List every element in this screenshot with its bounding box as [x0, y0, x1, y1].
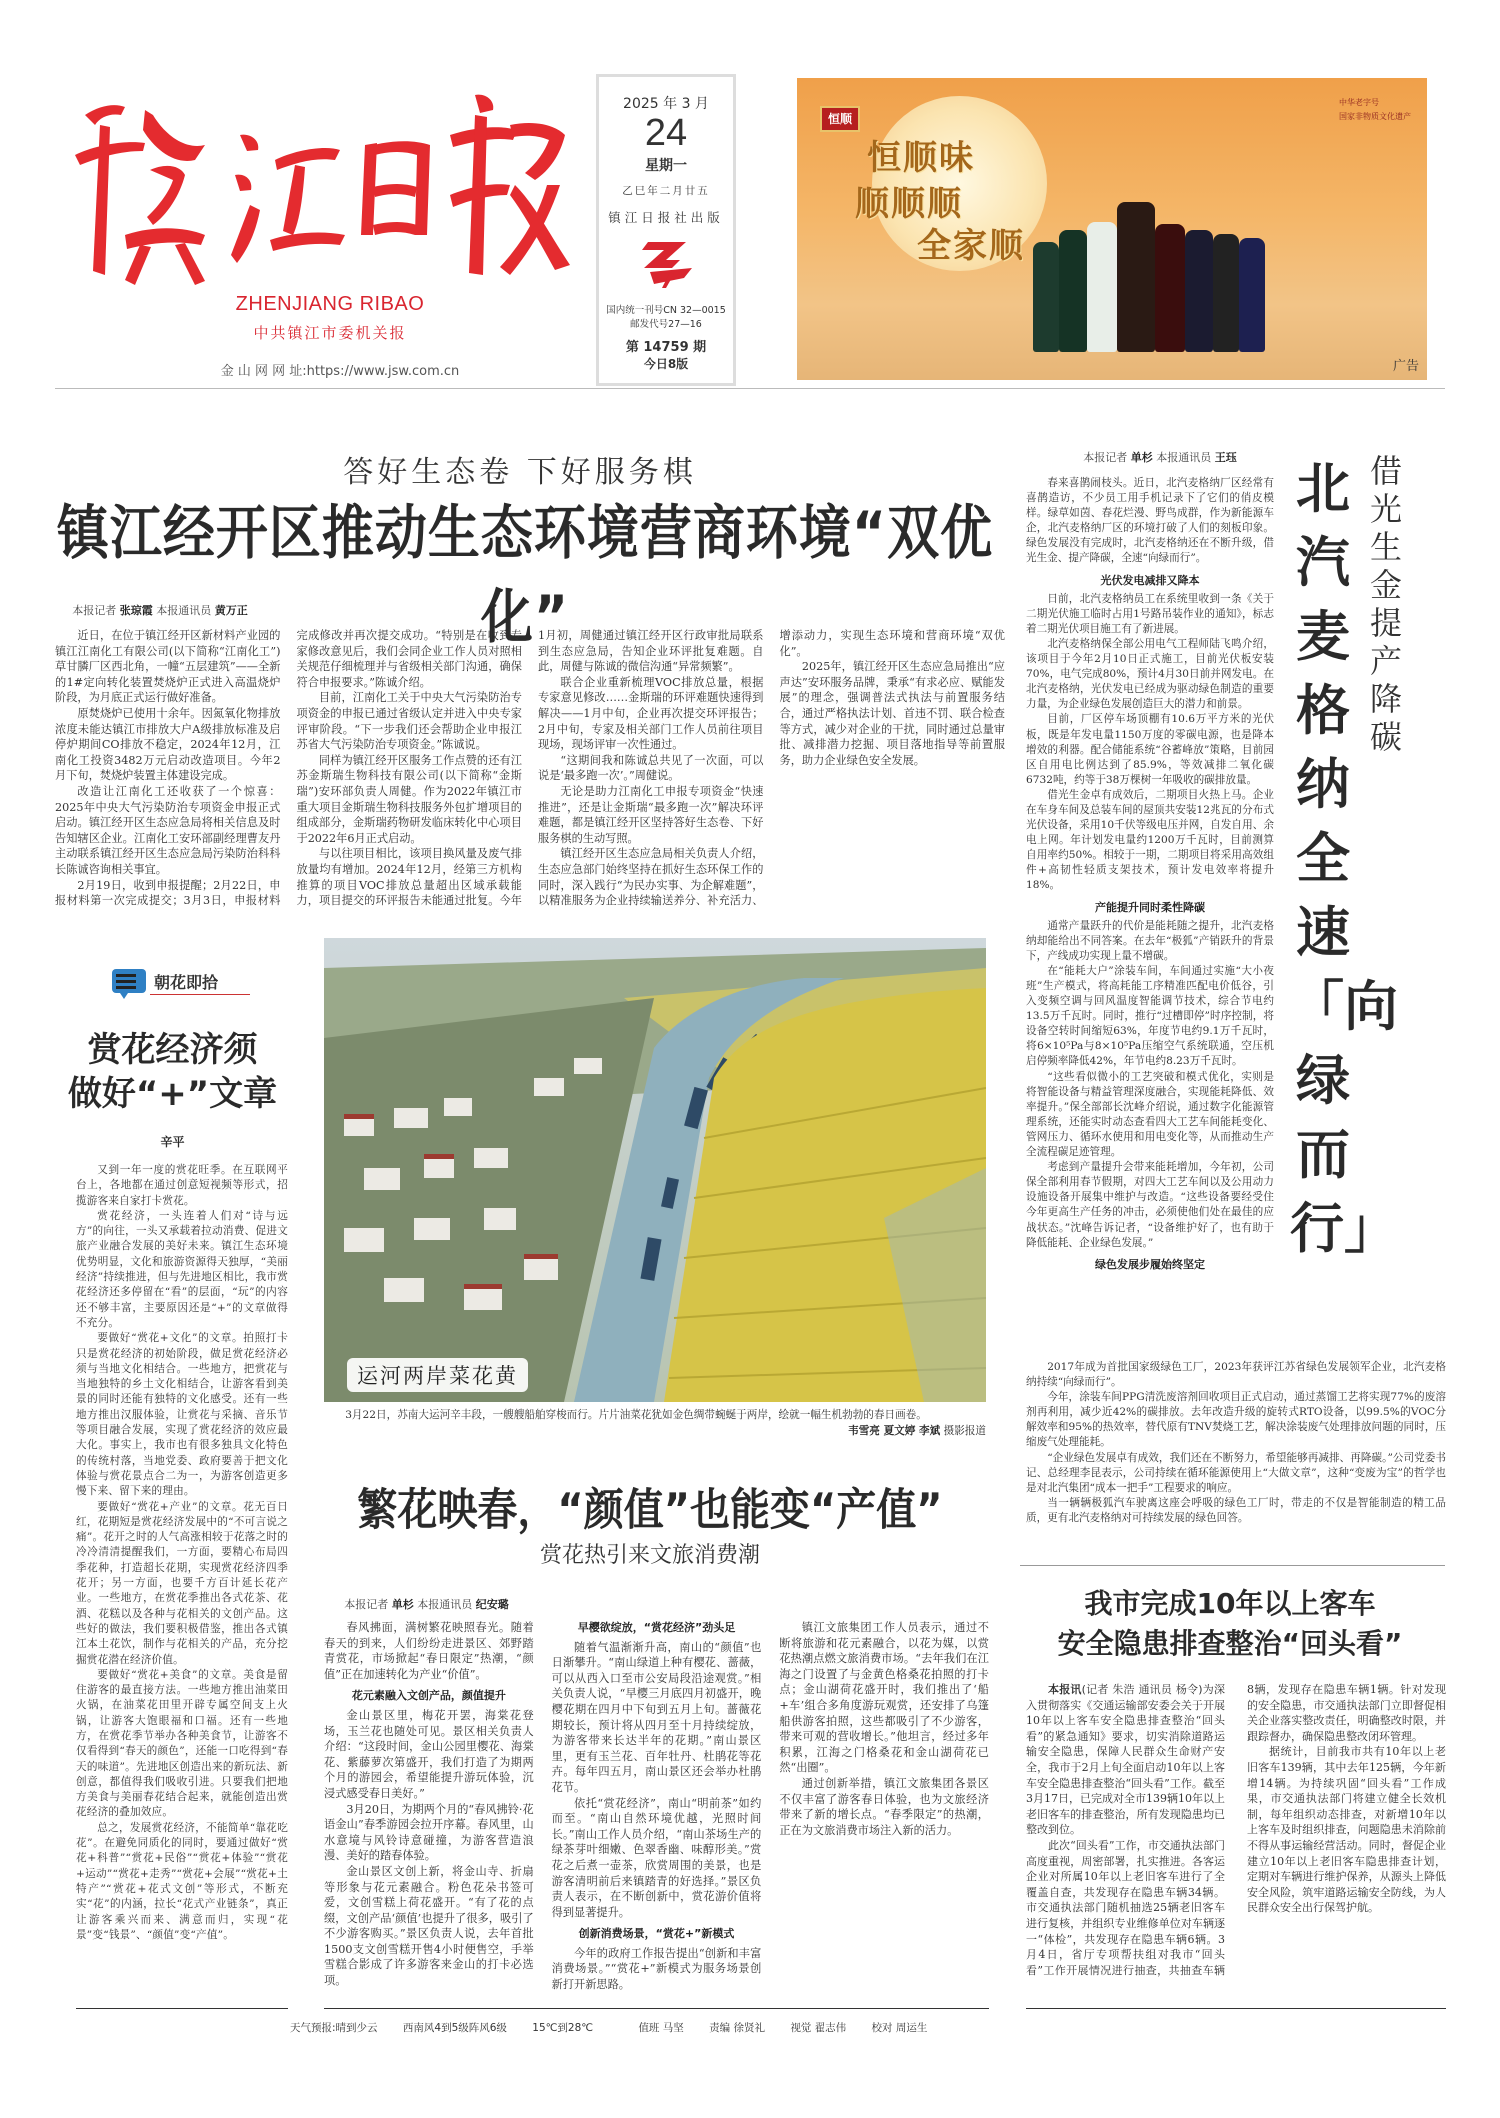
lead-story-kicker: 答好生态卷 下好服务棋 — [343, 455, 697, 490]
newspaper-organ-label: 中共镇江市委机关报 — [253, 324, 407, 342]
byline-role: 本报通讯员 — [417, 1598, 473, 1611]
paragraph: 赏花经济，一头连着人们对“诗与远方”的向往，一头又承载着拉动消费、促进文旅产业融合发展的美好未来。镇江生态环境优势明显，文化和旅游资源得天独厚，“美丽经济”持续推进，但与先进地区相比，我市赏花经济还多停留在“看”的层面，“玩”的内容还不够丰富，主要原因还是“+”的文章做得不充分。 — [76, 1209, 288, 1329]
date-year-month: 2025 年 3 月 — [623, 96, 709, 112]
lead-story-byline — [55, 602, 265, 618]
visual-editor: 视觉 翟志伟 — [790, 2022, 847, 2034]
paragraph: 北汽麦格纳保全部公用电气工程师陆飞鸣介绍，该项目于今年2月10日正式施工，目前光伏板安装70%，电气完成80%，预计4月30日前并网发电。在北汽麦格纳，光伏发电已经成为驱动绿色制造的重要力量，为企业绿色发展创造巨大的潜力和前景。 — [1026, 637, 1274, 711]
speech-bubble-icon — [110, 966, 150, 1001]
paragraph: 目前，厂区停车场顶棚有10.6万平方米的光伏板，既是年发电量1150万度的零碳电源，也是降本增效的利器。配合储能系统“谷蓄峰放”策略，目前园区自用电比例达到了85.9%，等效减排二氧化碳6732吨，约等于38万棵树一年吸收的碳排放量。 — [1026, 713, 1274, 786]
date-info-box — [596, 74, 736, 386]
product-bottle-icon — [1185, 230, 1213, 352]
product-bottle-icon — [1059, 230, 1087, 352]
section-subheading: 绿色发展步履始终坚定 — [1095, 1257, 1205, 1271]
paragraph: 要做好“赏花+美食”的文章。美食是留住游客的最直接方法。一些地方推出油菜田火锅，在油菜花田里开辟专属空间支上火锅，让游客大饱眼福和口福。还有一些地方，在赏花季节举办各种美食节，让游客不仅看得到“春天的颜色”，还能一口吃得到“春天的味道”。先进地区创造出来的新玩法、新创意，都值得我们吸收引进。只要我们把地方美食与美丽春花结合起来，就能创造出赏花经济的叠加效应。 — [76, 1668, 288, 1819]
calligraphy-logo-icon — [55, 85, 575, 285]
photo-credit — [700, 1423, 986, 1438]
paragraph: 此次“回头看”工作，市交通执法部门高度重视，周密部署，扎实推进。各客运企业对所属10年以上老旧客车进行了全覆盖自查，共发现存在隐患车辆34辆。市交通执法部门随机抽选25辆老旧客车进行复核，并组织专业维修单位对车辆逐一“体检”，共发现存在隐患车辆6辆。3月4日，省厅专项帮扶组对我市“回头看”工作开展情况进行抽查，共抽查车辆8辆，发现存在隐患车辆1辆。针对发现的安全隐患，市交通执法部门立即督促相关企业落实整改责任，明确整改时限，并跟踪督办，确保隐患整改闭环管理。 — [1026, 1683, 1446, 1977]
section-subheading: 光伏发电减排又降本 — [1100, 573, 1200, 587]
flower-story-body — [324, 1620, 989, 2005]
paragraph: 2025年，镇江经开区生态应急局推出“应声达”安环服务品牌，秉承“有求必应、赋能发展”的理念，强调普法式执法与前置服务结合，通过严格执法计划、首违不罚、联合检查等方式，减少对企业的干扰，同时通过总量审批、减排潜力挖掘、项目落地指导等前置服务，助力企业绿色安全发展。 — [779, 660, 1005, 767]
byline-role: 本报记者 — [1083, 451, 1128, 464]
section-subheading: 花元素融入文创产品，颜值提升 — [351, 1689, 506, 1703]
paragraph: 2月19日，收到申报提醒；2月22日，申报材料第一次完成提交；3月3日，申报材料完成修改并再次提交成功。“特别是在收到专家修改意见后，我们会同企业工作人员对照相关规范仔细梳理并与省级相关部门沟通，确保符合申报要求。”陈诚介绍。 — [55, 629, 522, 908]
flower-story-byline — [324, 1596, 529, 1612]
right-story-body-wide — [1026, 1360, 1446, 1526]
paragraph: 镇江文旅集团工作人员表示，通过不断将旅游和花元素融合，以花为媒，以赏花热潮点燃文旅消费市场。“去年我们在江海之门设置了与金黄色格桑花拍照的打卡点；金山湖荷花盛开时，我们推出了‘船+车’组合多角度游玩观赏，还安排了乌篷船供游客拍照，这些都吸引了不少游客，带来可观的营收增长。”他坦言，经过多年积累，江海之门格桑花和金山湖荷花已然“出圈”。 — [779, 1621, 989, 1775]
lunar-date: 乙巳年二月廿五 — [622, 185, 710, 197]
page-footer — [290, 2020, 1450, 2035]
product-bottle-icon — [1117, 202, 1155, 352]
flower-story-bottom-rule — [324, 2008, 989, 2009]
right-story-body — [1026, 476, 1274, 1276]
photographer-names: 韦雪亮 夏文婷 李斌 — [848, 1425, 941, 1437]
right-story-byline — [1020, 449, 1300, 465]
caption-text: 3月22日，苏南大运河辛丰段，一艘艘船舶穿梭而行。片片油菜花犹如金色绸带蜿蜒于两岸，绘就一幅生机勃勃的春日画卷。 — [345, 1409, 927, 1421]
paragraph: 镇江经开区生态应急局相关负责人介绍，生态应急部门始终坚持在抓好生态环保工作的同时，深入践行“为民办实事、为企解难题”，以精准服务为企业持续输送养分、补充活力、增添动力，实现生态环境和营商环境“双优化”。 — [538, 629, 1005, 908]
paragraph: “这些看似微小的工艺突破和模式优化，实则是将智能设备与精益管理深度融合，实现能耗降低、效率提升。”保全部部长沈峰介绍说，通过数字化能源管理系统，还能实时动态查看四大工艺车间能耗变化、管网压力、循环水使用和用电变化等，从而推动生产全流程碳足迹管理。 — [1026, 1070, 1274, 1159]
paragraph: 随着气温渐渐升高，南山的“颜值”也日渐攀升。“南山绿道上种有樱花、蔷薇，可以从西入口至市公安局段沿途观赏。”相关负责人说，“早樱三月底四月初盛开，晚樱花期在四月中下旬到五月上旬。蔷薇花期较长，预计将从四月至十月持续绽放，为游客带来长达半年的花期。”南山景区里，更有玉兰花、百年牡丹、杜鹃花等花卉。每年四五月，南山景区还会举办杜鹃花节。 — [551, 1640, 762, 1794]
paragraph: 通过创新举措，镇江文旅集团各景区不仅丰富了游客春日体验，也为文旅经济带来了新的增长点。“春季限定”的热潮，正在为文旅消费市场注入新的活力。 — [779, 1776, 989, 1837]
ad-slogan-line: 顺顺顺 — [855, 184, 963, 224]
byline-name: 单杉 — [391, 1598, 414, 1611]
newspaper-logo — [55, 85, 575, 285]
paragraph — [1026, 1682, 1225, 1838]
temperature-forecast: 15℃到28℃ — [532, 2022, 594, 2034]
commentary-headline-line: 赏花经济须 — [87, 1030, 258, 1070]
duty-editor: 值班 马坚 — [638, 2022, 684, 2034]
byline-name: 纪安璐 — [475, 1598, 509, 1611]
bus-story-bottom-rule — [1026, 2008, 1446, 2009]
ad-honors — [1339, 96, 1411, 124]
website-address[interactable]: 金 山 网 网 址:https://www.jsw.com.cn — [220, 364, 460, 379]
ad-honor-2: 国家非物质文化遗产 — [1339, 112, 1411, 121]
commentary-body — [76, 1163, 288, 1943]
commentary-bottom-rule — [76, 2008, 288, 2009]
paragraph: 近日，在位于镇江经开区新材料产业园的镇江江南化工有限公司(以下简称“江南化工”)草甘膦厂区西北角，一幢“五层建筑”——全新的1#定向转化装置焚烧炉正式进入高温烧炉阶段，为月底正式运行做好准备。 — [55, 629, 281, 705]
paragraph: “企业绿色发展卓有成效，我们还在不断努力，希望能够再减排、再降碳。”公司党委书记、总经理李昆表示，公司持续在循环能源使用上“大做文章”，这种“变废为宝”的哲学也是对北汽集团“成本一把手”工程要求的响应。 — [1026, 1451, 1446, 1494]
responsible-editor: 责编 徐贤礼 — [709, 2022, 765, 2034]
paragraph-text: 为深入贯彻落实《交通运输部安委会关于开展10年以上客车安全隐患排查整治“回头看”的紧急通知》要求，切实消除道路运输安全隐患，保障人民群众生命财产安全，我市于2月上旬全面启动10年以上客车安全隐患排查整治“回头看”工作。截至3月17日，已完成对全市139辆10年以上老旧客车的排查整治，所有发现隐患均已整改到位。 — [1026, 1683, 1225, 1837]
issue-number: 第 14759 期 — [625, 340, 707, 355]
product-bottle-icon — [1155, 224, 1185, 352]
date-day: 24 — [644, 112, 688, 154]
paragraph: 依托“赏花经济”，南山“明前茶”如约而至。“南山自然环境优越，光照时间长。”南山工作人员介绍，“南山茶场生产的绿茶芽叶细嫩、色翠香幽、味醇形美。”赏花之后煮一壶茶，欣赏周围的美景，也是游客清明前后来镇踏青的好选择。”景区负责人表示，在不断创新中，赏花游价值将得到显著提升。 — [551, 1796, 762, 1919]
headline-line: 安全隐患排查整治“回头看” — [1057, 1627, 1403, 1660]
paragraph: 要做好“赏花+产业”的文章。花无百日红，花期短是赏花经济发展中的“不可言说之痛”。花开之时的人气高涨相较于花落之时的冷冷清清提醒我们，一方面，要精心布局四季花种，打造超长花期，实现赏花经济四季花开；另一方面，也要千方百计延长花产业。一些地方，在赏花季推出各式花茶、花酒、花糕以及各种与花相关的文创产品。这些好的做法，我们要积极借鉴，推出各式镇江本土花饮，制作与花相关的产品，充分挖掘赏花潜在经济价值。 — [76, 1500, 288, 1666]
photo-caption — [324, 1408, 986, 1423]
byline-role: 本报记者 — [344, 1598, 389, 1611]
paragraph: 又到一年一度的赏花旺季。在互联网平台上，各地都在通过创意短视频等形式，招揽游客来自家打卡赏花。 — [76, 1164, 288, 1207]
paragraph: 在“能耗大户”涂装车间，车间通过实施“大小夜班”生产模式，将高耗能工序精准匹配电价低谷，引入变频空调与回风温度智能调节技术，综合节电约13.5万千瓦时。同时，推行“过槽即停”时序控制，将设备空转时间缩短63%，年度节电约9.1万千瓦时，将6×10⁵Pa与8×10⁵Pa压缩空气系统联通，空压机启停频率降低42%，年节电约8.23万千瓦时。 — [1026, 964, 1274, 1068]
product-bottle-icon — [1087, 222, 1117, 352]
photo-overlay-title: 运河两岸菜花黄 — [347, 1358, 528, 1392]
paragraph: 据统计，目前我市共有10年以上老旧客车139辆，其中去年125辆，今年新增14辆。为持续巩固“回头看”工作成果，市交通执法部门将建立健全长效机制，每年组织动态排查，对新增10年以上客车及时组织排查，问题隐患未消除前不得从事运输经营活动。同时，督促企业建立10年以上老旧客车隐患排查计划，定期对车辆进行维护保养，从源头上降低安全风险，筑牢道路运输安全防线，为人民群众安全出行保驾护航。 — [1247, 1745, 1446, 1915]
section-subheading: 创新消费场景，“赏花+”新模式 — [578, 1927, 735, 1941]
section-subheading: 早樱欲绽放，“赏花经济”劲头足 — [577, 1621, 736, 1634]
byline-role: 本报记者 — [72, 604, 117, 617]
lead-credit: (记者 朱浩 通讯员 杨令) — [1081, 1683, 1203, 1696]
product-bottle-icon — [1033, 242, 1059, 352]
date-weekday: 星期一 — [645, 158, 687, 174]
paragraph: 目前，江南化工关于中央大气污染防治专项资金的申报已通过省级认定并进入中央专家评审阶段。“下一步我们还会帮助企业申报江苏省大气污染防治专项资金。”陈诚说。 — [296, 691, 522, 752]
paragraph: 借光生金卓有成效后，二期项目火热上马。企业在车身车间及总装车间的屋顶共安装12兆瓦的分布式光伏设备，采用10千伏等级电压并网，自发自用、余电上网。年计划发电量约1200万千瓦时，目前测算自用率约50%。相较于一期，二期项目将采用高效组件+高韧性轻质支架技术，预计发电效率将提升18%。 — [1026, 788, 1274, 892]
byline-name: 王珏 — [1214, 451, 1237, 464]
newspaper-name-english: ZHENJIANG RIBAO — [235, 293, 425, 315]
paragraph: 日前，北汽麦格纳员工在系统里收到一条《关于二期光伏施工临时占用1号路吊装作业的通知》，标志着二期光伏项目施工有了新进展。 — [1026, 592, 1274, 635]
byline-name: 张琼霞 — [119, 604, 153, 617]
ad-brand-logo: 恒顺 — [820, 106, 860, 132]
lead-story-body — [55, 628, 1005, 913]
byline-name: 单杉 — [1130, 451, 1153, 464]
byline-role: 本报通讯员 — [156, 604, 212, 617]
paragraph: 联合企业重新梳理VOC排放总量，根据专家意见修改……金斯瑞的环评难题快速得到解决——1月中旬，企业再次提交环评报告；2月中旬，专家及相关部门工作人员前往项目现场，现场评审一次性通过。 — [538, 675, 764, 752]
lead-label: 本报讯 — [1048, 1683, 1082, 1696]
paragraph: 无论是助力江南化工申报专项资金“快速推进”，还是让金斯瑞“最多跑一次”解决环评难题，都是镇江经开区坚持答好生态卷、下好服务棋的生动写照。 — [538, 784, 764, 845]
paragraph: 春风拂面，满树繁花映照春光。随着春天的到来，人们纷纷走进景区、郊野踏青赏花，市场掀起“春日限定”热潮，“颜值”正在加速转化为产业“价值”。 — [324, 1621, 534, 1681]
byline-role: 本报通讯员 — [1156, 451, 1212, 464]
proofreader: 校对 周运生 — [871, 2022, 928, 2034]
right-column-divider — [1020, 1565, 1445, 1566]
ad-label: 广告 — [1392, 359, 1419, 374]
wind-forecast: 西南风4到5级阵风6级 — [402, 2022, 507, 2034]
publication-number: 国内统一刊号CN 32—0015 — [606, 305, 726, 316]
commentary-headline[interactable] — [60, 1028, 285, 1116]
paragraph: “这期间我和陈诚总共见了一次面，可以说是‘最多跑一次’。”周健说。 — [538, 753, 764, 783]
section-subheading: 产能提升同时柔性降碳 — [1095, 900, 1205, 914]
paragraph: 3月20日，为期两个月的“春风拂铃·花语金山”春季游园会拉开序幕。春风里，山水意境与风铃诗意碰撞，为游客营造浪漫、美好的踏春体验。 — [324, 1802, 534, 1863]
bus-story-headline[interactable] — [1000, 1584, 1460, 1664]
paragraph: 金山景区里，梅花开罢，海棠花登场，玉兰花也随处可见。景区相关负责人介绍：“这段时间，金山公园里樱花、海棠花、紫藤萝次第盛开，我们打造了为期两个月的游园会，希望能提升游玩体验，沉浸式感受春日美好。” — [324, 1708, 534, 1800]
flower-story-subheadline: 赏花热引来文旅消费潮 — [539, 1543, 760, 1568]
paragraph: 今年的政府工作报告提出“创新和丰富消费场景。”“赏花+”新模式为服务场景创新打开新思路。 — [551, 1946, 762, 1992]
byline-name: 黄万正 — [214, 604, 248, 617]
masthead-divider — [55, 388, 1445, 389]
paragraph: 今年，涂装车间PPG清洗废溶剂回收项目正式启动，通过蒸馏工艺将实现77%的废溶剂再利用，减少近42%的碳排放。去年改造升级的旋转式RTO设备，以99.5%的VOC分解效率和95%的热效率，替代原有TNV焚烧工艺，解决涂装废气处理排放问题的同时，压缩废气处理能耗。 — [1026, 1391, 1446, 1449]
paragraph: 考虑到产量提升会带来能耗增加，今年初，公司保全部利用春节假期，对四大工艺车间以及公用动力设施设备开展集中维护与改造。“这些设备要经受住今年更高生产任务的冲击，必须使他们处在最佳的应战状态。”沈峰告诉记者，“设备维护好了，也有助于降低能耗、企业绿色发展。” — [1026, 1161, 1274, 1249]
paragraph: 当一辆辆极狐汽车驶离这座会呼吸的绿色工厂时，带走的不仅是智能制造的精工品质，更有北汽麦格纳对可持续发展的绿色回答。 — [1026, 1496, 1446, 1524]
headline-line: 我市完成10年以上客车 — [1084, 1587, 1376, 1620]
publisher-label: 镇江日报社出版 — [608, 210, 724, 225]
commentary-headline-line: 做好“+”文章 — [67, 1074, 278, 1114]
ad-slogan-line: 恒顺味 — [867, 138, 975, 178]
column-badge — [110, 966, 250, 1001]
paragraph: 与以往项目相比，该项目换风量及废气排放量均有增加。2024年12月，经第三方机构推算的项目VOC排放总量超出区域承载能力，项目提交的环评报告未能通过批复。今年1月初，周健通过镇江经开区行政审批局联系到生态应急局，告知企业环评批复难题。自此，周健与陈诚的微信沟通“异常频繁”。 — [296, 629, 764, 908]
photo-credit-role: 摄影报道 — [943, 1425, 986, 1437]
right-story-headline[interactable]: 北汽麦格纳全速「向绿而行」 — [1290, 457, 1398, 1260]
commentary-author: 辛平 — [160, 1135, 185, 1149]
right-story-kicker: 借光生金 提产降碳 — [1369, 452, 1402, 756]
edition-count: 今日8版 — [643, 357, 689, 371]
newspaper-emblem-icon — [636, 238, 696, 290]
advertisement-banner[interactable] — [797, 78, 1427, 380]
ad-honor-1: 中华老字号 — [1339, 98, 1379, 107]
paragraph: 同样为镇江经开区服务工作点赞的还有江苏金斯瑞生物科技有限公司(以下简称“金斯瑞”)安环部负责人周健。作为2022年镇江市重大项目金斯瑞生物科技服务外包扩增项目的组成部分，金斯瑞药物研发临床转化中心项目于2022年6月正式启动。 — [296, 753, 522, 845]
weather-forecast: 天气预报:晴到少云 — [290, 2022, 378, 2034]
paragraph: 2017年成为首批国家级绿色工厂，2023年获评江苏省绿色发展领军企业，北汽麦格纳持续“向绿而行”。 — [1026, 1361, 1446, 1389]
flower-story-headline[interactable]: 繁花映春，“颜值”也能变“产值” — [357, 1485, 943, 1536]
lead-story-headline[interactable]: 镇江经开区推动生态环境营商环境“双优化” — [56, 500, 994, 652]
product-bottle-icon — [1213, 234, 1239, 352]
paragraph: 春来喜鹊闹枝头。近日，北汽麦格纳厂区经常有喜鹊造访，不少员工用手机记录下了它们的俏皮模样。绿草如茵、春花烂漫、野鸟成群，作为新能源车企，北汽麦格纳厂区的环境打破了人们的刻板印象。绿色发展没有完成时，北汽麦格纳还在不断升级，借光生金、提产降碳，全速“向绿而行”。 — [1026, 477, 1274, 565]
paragraph: 总之，发展赏花经济，不能简单“靠花吃花”。在避免同质化的同时，要通过做好“赏花+科普”“赏花+民俗”“赏花+体验”“赏花+运动”“赏花+走秀”“赏花+会展”“赏花+土特产”“赏花+花式文创”等形式，不断充实“花”的内涵，拉长“花式产业链条”，真正让游客乘兴而来、满意而归，实现“花景”变“钱景”、“颜值”变“产值”。 — [76, 1821, 288, 1941]
product-bottle-icon — [1239, 238, 1265, 352]
bus-story-body — [1026, 1682, 1446, 1992]
paragraph: 改造让江南化工还收获了一个惊喜：2025年中央大气污染防治专项资金申报正式启动。镇江经开区生态应急局将相关信息及时告知辖区企业。江南化工安环部副经理曹友丹主动联系镇江经开区生态应急局污染防治科科长陈诚咨询相关事宜。 — [55, 784, 281, 876]
paragraph: 原焚烧炉已使用十余年。因氮氧化物排放浓度未能达镇江市排放大户A级排放标准及启停炉期间CO排放不稳定，2024年12月，江南化工投资3482万元启动改造项目。今年2月下旬，焚烧炉装置主体建设完成。 — [55, 706, 281, 783]
paragraph: 金山景区文创上新，将金山寺、折扇等形象与花元素融合。粉色花朵书签可爱，文创雪糕上荷花盛开。“有了花的点缀，文创产品‘颜值’也提升了很多，吸引了不少游客购买。”景区负责人说，去年首批1500支文创雪糕开售4小时便售空，手举雪糕合影成了许多游客来金山的打卡必选项。 — [324, 1864, 534, 1988]
paragraph: 通常产量跃升的代价是能耗随之提升，北汽麦格纳却能给出不同答案。在去年“极狐”产销跃升的背景下，产线成功实现上量不增碳。 — [1026, 919, 1274, 962]
postal-code: 邮发代号27—16 — [630, 319, 702, 330]
column-underline — [150, 994, 250, 995]
ad-slogan-line: 全家顺 — [917, 226, 1025, 266]
column-name: 朝花即拾 — [154, 973, 219, 992]
canal-rapeseed-photo[interactable] — [324, 938, 986, 1402]
aerial-canal-image — [324, 938, 986, 1402]
paragraph: 要做好“赏花+文化”的文章。拍照打卡只是赏花经济的初始阶段，做足赏花经济必须与当地文化相结合。一些地方，把赏花与当地独特的乡土文化相结合，让游客看到美景的同时还能有独特的文化感受。还有一些地方推出汉服体验，让赏花与采摘、音乐节等项目融合发展，实现了赏花经济的效应最大化。事实上，我市也有很多独具文化特色的传统村落，当地党委、政府要善于把文化体验与赏花景点合二为一，为游客创造更多慢下来、留下来的理由。 — [76, 1332, 288, 1498]
